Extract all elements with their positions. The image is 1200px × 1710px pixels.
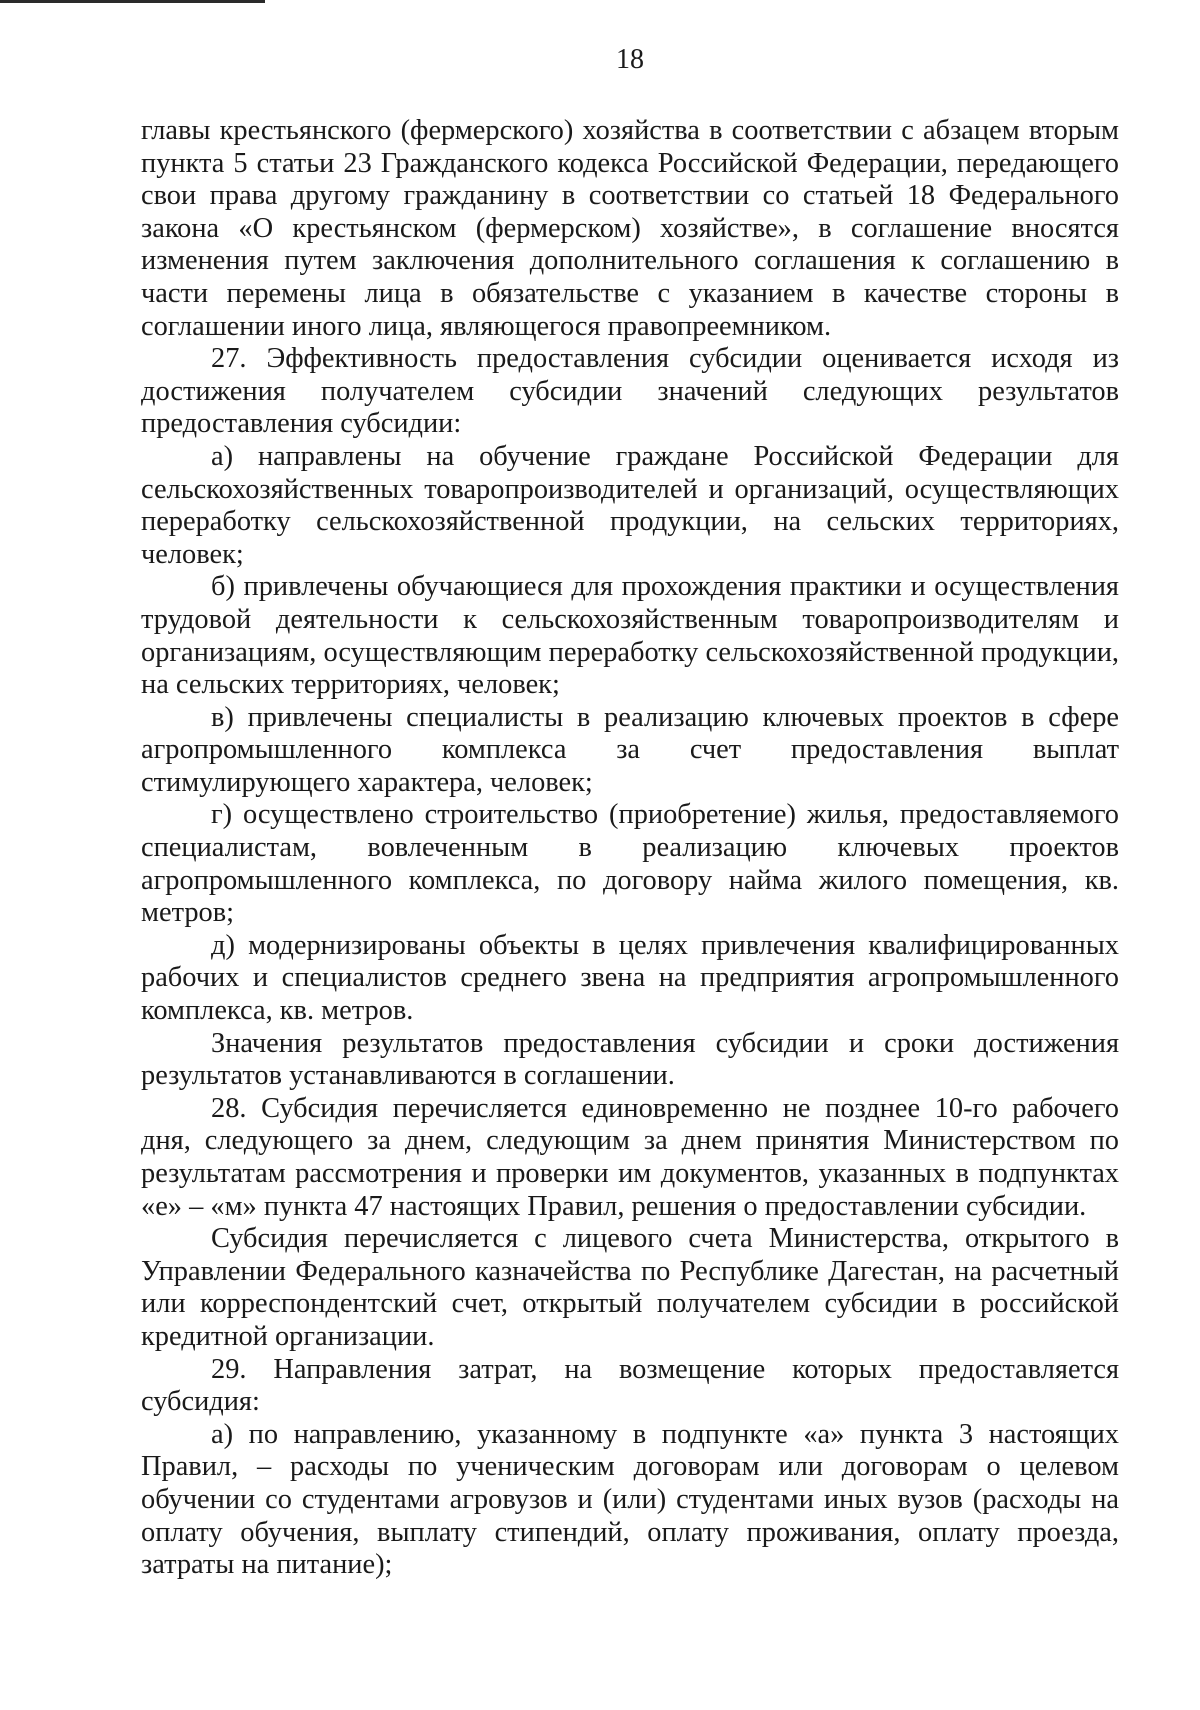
document-body [141, 115, 1119, 1582]
page-number: 18 [616, 44, 644, 75]
paragraph-continuation: главы крестьянского (фермерского) хозяйства в соответствии с абзацем вторым пункта 5 статьи 23 Гражданского кодекса Российской Федерации, передающего свои права другому гражданину в соответствии со статьей 18 Федерального закона «О крестьянском (фермерском) хозяйстве», в соглашение вносятся изменения путем заключения дополнительного соглашения к соглашению в части перемены лица в обязательстве с указанием в качестве стороны в соглашении иного лица, являющегося правопреемником. [141, 115, 1119, 342]
paragraph-subitem-d: д) модернизированы объекты в целях привлечения квалифицированных рабочих и специалистов среднего звена на предприятия агропромышленного комплекса, кв. метров. [141, 929, 1119, 1027]
paragraph-transfer-account: Субсидия перечисляется с лицевого счета Министерства, открытого в Управлении Федерального казначейства по Республике Дагестан, на расчетный или корреспондентский счет, открытый получателем субсидии в российской кредитной организации. [141, 1223, 1119, 1352]
paragraph-subitem-g: г) осуществлено строительство (приобретение) жилья, предоставляемого специалистам, вовлеченным в реализацию ключевых проектов агропромышленного комплекса, по договору найма жилого помещения, кв. метров; [141, 799, 1119, 929]
paragraph-item-28: 28. Субсидия перечисляется единовременно не позднее 10-го рабочего дня, следующего за днем, следующим за днем принятия Министерством по результатам рассмотрения и проверки им документов, указанных в подпунктах «е» – «м» пункта 47 настоящих Правил, решения о предоставлении субсидии. [141, 1092, 1119, 1222]
paragraph-subitem-a: а) направлены на обучение граждане Российской Федерации для сельскохозяйственных товаропроизводителей и организаций, осуществляющих переработку сельскохозяйственной продукции, на сельских территориях, человек; [141, 440, 1119, 570]
paragraph-item-29-subitem-a: а) по направлению, указанному в подпункте «а» пункта 3 настоящих Правил, – расходы по ученическим договорам или договорам о целевом обучении со студентами агровузов и (или) студентами иных вузов (расходы на оплату обучения, выплату стипендий, оплату проживания, оплату проезда, затраты на питание); [141, 1418, 1119, 1581]
paragraph-subitem-v: в) привлечены специалисты в реализацию ключевых проектов в сфере агропромышленного комплекса за счет предоставления выплат стимулирующего характера, человек; [141, 701, 1119, 798]
scan-edge-mark [0, 0, 265, 3]
paragraph-subitem-b: б) привлечены обучающиеся для прохождения практики и осуществления трудовой деятельности к сельскохозяйственным товаропроизводителям и организациям, осуществляющим переработку сельскохозяйственной продукции, на сельских территориях, человек; [141, 571, 1119, 701]
paragraph-results-values: Значения результатов предоставления субсидии и сроки достижения результатов устанавливаются в соглашении. [141, 1027, 1119, 1092]
paragraph-item-27: 27. Эффективность предоставления субсидии оценивается исходя из достижения получателем субсидии значений следующих результатов предоставления субсидии: [141, 343, 1119, 440]
paragraph-item-29: 29. Направления затрат, на возмещение которых предоставляется субсидия: [141, 1353, 1119, 1418]
